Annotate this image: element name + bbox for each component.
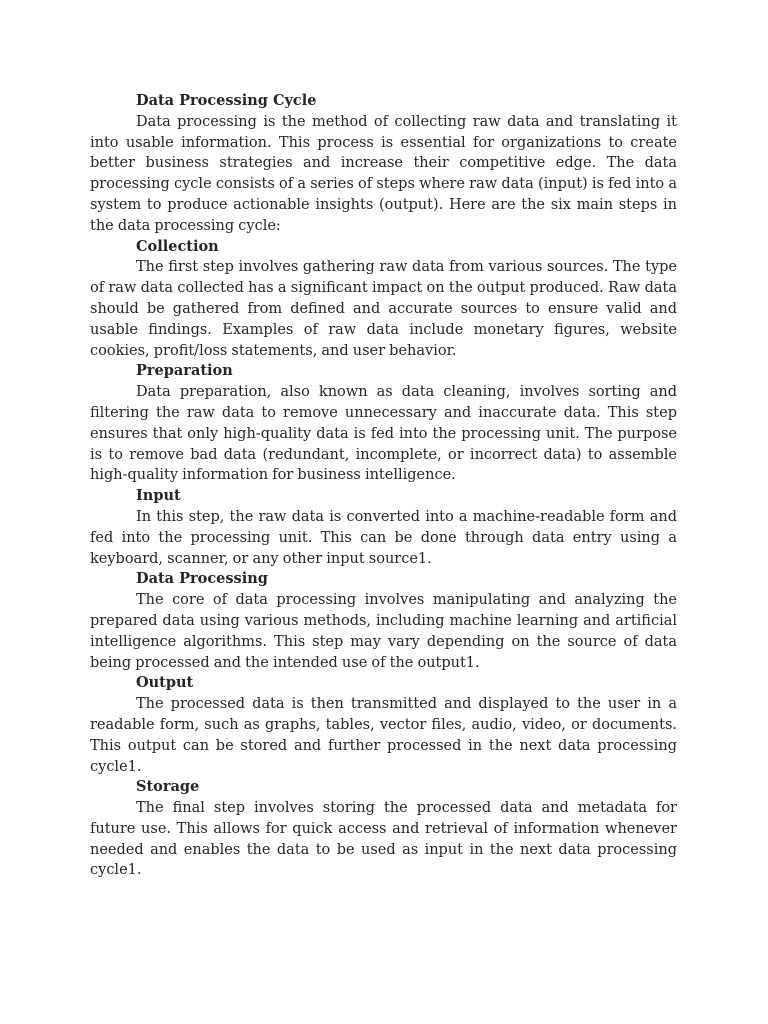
section-heading-preparation: Preparation bbox=[136, 362, 233, 380]
section-body-input: In this step, the raw data is converted into a machine-readable form and fed into the processing unit. This can be done through data entry using a keyboard, scanner, or any other input source1. bbox=[90, 508, 677, 567]
section-body-storage: The final step involves storing the processed data and metadata for future use. This allows for quick access and retrieval of information whenever needed and enables the data to be used as input in the next data processing cycle1. bbox=[90, 800, 677, 879]
section-heading-input: Input bbox=[136, 487, 181, 505]
section-body-collection: The first step involves gathering raw data from various sources. The type of raw data collected has a significant impact on the output produced. Raw data should be gathered from defined and accurate sources to ensure valid and usable findings. Examples of raw data include monetary figures, website cookies, profit/loss statements, and user behavior. bbox=[90, 259, 677, 359]
document-page bbox=[90, 91, 677, 881]
section-heading-output: Output bbox=[136, 674, 194, 692]
intro-paragraph: Data processing is the method of collecting raw data and translating it into usable information. This process is essential for organizations to create better business strategies and increase their competitive edge. The data processing cycle consists of a series of steps where raw data (input) is fed into a system to produce actionable insights (output). Here are the six main steps in the data processing cycle: bbox=[90, 113, 677, 234]
section-body-preparation: Data preparation, also known as data cleaning, involves sorting and filtering the raw data to remove unnecessary and inaccurate data. This step ensures that only high-quality data is fed into the processing unit. The purpose is to remove bad data (redundant, incomplete, or incorrect data) to assemble high-quality information for business intelligence. bbox=[90, 384, 677, 484]
section-body-data-processing: The core of data processing involves manipulating and analyzing the prepared data using various methods, including machine learning and artificial intelligence algorithms. This step may vary depending on the source of data being processed and the intended use of the output1. bbox=[90, 592, 677, 671]
section-body-output: The processed data is then transmitted and displayed to the user in a readable form, such as graphs, tables, vector files, audio, video, or documents. This output can be stored and further processed in the next data processing cycle1. bbox=[90, 696, 677, 775]
section-heading-data-processing: Data Processing bbox=[136, 570, 268, 588]
document-title: Data Processing Cycle bbox=[136, 92, 317, 109]
section-heading-collection: Collection bbox=[136, 237, 219, 255]
section-heading-storage: Storage bbox=[136, 778, 200, 796]
